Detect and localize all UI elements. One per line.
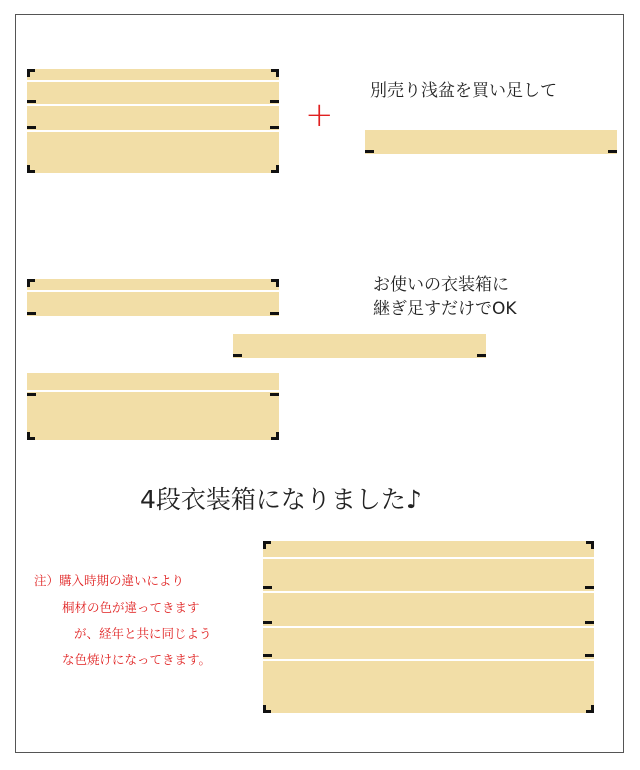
tier-seam — [27, 130, 279, 132]
corner-fitting — [586, 541, 594, 549]
tier-seam — [27, 390, 279, 392]
corner-fitting — [271, 165, 279, 173]
corner-fitting — [263, 705, 271, 713]
extend-caption-line1: お使いの衣装箱に — [373, 275, 509, 295]
tier-seam — [263, 591, 594, 593]
add-tray-caption: 別売り浅盆を買い足して — [370, 81, 557, 101]
plus-icon: + — [305, 95, 334, 135]
note-line2: 桐材の色が違ってきます — [62, 600, 200, 615]
tier-seam — [27, 290, 279, 292]
tier-seam — [27, 80, 279, 82]
corner-fitting — [263, 541, 271, 549]
handle-fitting — [263, 586, 272, 589]
handle-fitting — [27, 100, 36, 103]
handle-fitting — [477, 354, 486, 357]
handle-fitting — [270, 393, 279, 396]
note-line1: 注）購入時期の違いにより — [34, 573, 185, 588]
handle-fitting — [585, 621, 594, 624]
corner-fitting — [586, 705, 594, 713]
corner-fitting — [27, 165, 35, 173]
handle-fitting — [233, 354, 242, 357]
note-line4: な色焼けになってきます。 — [62, 652, 212, 667]
handle-fitting — [270, 126, 279, 129]
additional-shallow-tray — [365, 130, 617, 154]
corner-fitting — [271, 432, 279, 440]
corner-fitting — [27, 69, 35, 77]
lid-and-top-tier — [27, 279, 279, 316]
handle-fitting — [263, 654, 272, 657]
tier-seam — [263, 626, 594, 628]
tier-seam — [263, 659, 594, 661]
handle-fitting — [263, 621, 272, 624]
corner-fitting — [271, 279, 279, 287]
corner-fitting — [27, 432, 35, 440]
bottom-tiers — [27, 373, 279, 440]
inserted-shallow-tray — [233, 334, 486, 358]
handle-fitting — [270, 312, 279, 315]
handle-fitting — [270, 100, 279, 103]
tier-seam — [263, 557, 594, 559]
extend-caption-line2: 継ぎ足すだけでOK — [373, 299, 517, 319]
four-tier-storage-box — [263, 541, 594, 713]
corner-fitting — [271, 69, 279, 77]
handle-fitting — [27, 312, 36, 315]
handle-fitting — [365, 150, 374, 153]
handle-fitting — [608, 150, 617, 153]
original-storage-box — [27, 69, 279, 173]
tier-seam — [27, 104, 279, 106]
handle-fitting — [585, 586, 594, 589]
result-title: 4段衣装箱になりました♪ — [140, 485, 422, 514]
handle-fitting — [27, 126, 36, 129]
handle-fitting — [27, 393, 36, 396]
note-line3: が、経年と共に同じよう — [74, 626, 212, 641]
handle-fitting — [585, 654, 594, 657]
corner-fitting — [27, 279, 35, 287]
